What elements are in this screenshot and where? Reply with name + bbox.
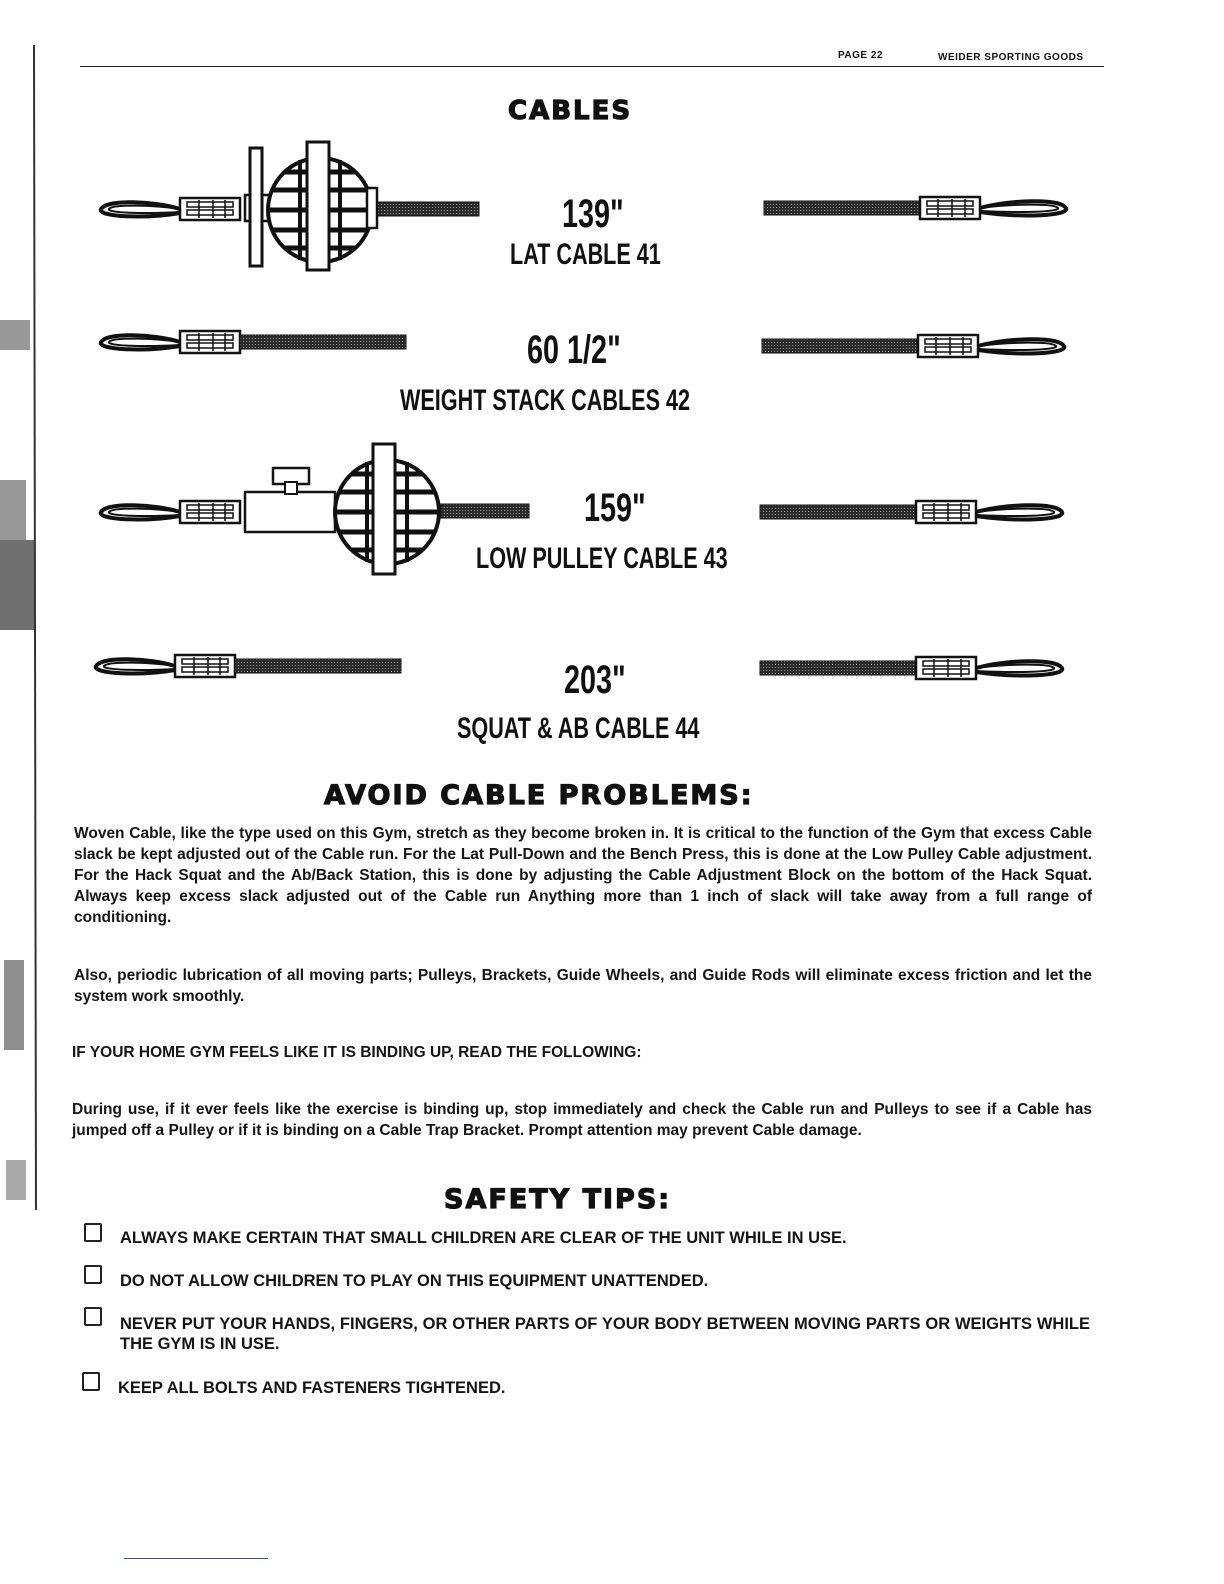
cable-stretch-paragraph: Woven Cable, like the type used on this Gym, stretch as they become broken in. It is critical to the function of the Gym that excess Cable slack be kept adjusted out of the Cable run. For the Lat Pull-Down and the Bench Press, this is done at the Low Pulley Cable adjustment. For the Hack Squat and the Ab/Back Station, this is done by adjusting the Cable Adjustment Block on the bottom of the Hack Squat. Always keep excess slack adjusted out of the Cable run Anything more than 1 inch of slack will take away from a full range of conditioning. [74, 825, 1092, 926]
squat-ab-cable-right-illustration [756, 654, 1076, 686]
low-pulley-cable-left-illustration [95, 440, 535, 580]
safety-tip-checkbox[interactable] [84, 1223, 102, 1242]
footer-rule [124, 1558, 268, 1559]
lat-cable-name: LAT CABLE 41 [510, 238, 661, 271]
cables-title: CABLES [508, 96, 633, 126]
squat-ab-cable-left-illustration [90, 652, 410, 684]
safety-tip-1: ALWAYS MAKE CERTAIN THAT SMALL CHILDREN ARE CLEAR OF THE UNIT WHILE IN USE. [120, 1229, 847, 1247]
low-pulley-cable-name: LOW PULLEY CABLE 43 [476, 542, 728, 575]
safety-tip-checkbox[interactable] [82, 1372, 100, 1391]
scan-edge-artifact [0, 40, 40, 1220]
lat-cable-length: 139" [562, 192, 624, 236]
page-number: PAGE 22 [838, 50, 883, 61]
safety-tip-3: NEVER PUT YOUR HANDS, FINGERS, OR OTHER PARTS OF YOUR BODY BETWEEN MOVING PARTS OR WEIGHTS WHILE THE GYM IS IN USE. [120, 1315, 1090, 1353]
safety-tip-checkbox[interactable] [84, 1307, 102, 1326]
safety-tip-checkbox[interactable] [84, 1265, 102, 1284]
weight-stack-cable-right-illustration [758, 332, 1078, 364]
publisher-name: WEIDER SPORTING GOODS [938, 52, 1084, 63]
squat-ab-cable-name: SQUAT & AB CABLE 44 [457, 712, 700, 745]
low-pulley-cable-length: 159" [584, 486, 646, 530]
lat-cable-right-illustration [760, 194, 1080, 226]
low-pulley-cable-right-illustration [756, 498, 1076, 530]
weight-stack-cable-name: WEIGHT STACK CABLES 42 [400, 384, 691, 417]
binding-instructions-paragraph: During use, if it ever feels like the exercise is binding up, stop immediately and check the Cable run and Pulleys to see if a Cable has jumped off a Pulley or if it is binding on a Cable Trap Bracket. Prompt attention may prevent Cable damage. [72, 1101, 1092, 1139]
weight-stack-cable-length: 60 1/2" [527, 328, 621, 372]
safety-tip-2: DO NOT ALLOW CHILDREN TO PLAY ON THIS EQUIPMENT UNATTENDED. [120, 1272, 709, 1290]
header-rule [80, 66, 1104, 67]
binding-notice: IF YOUR HOME GYM FEELS LIKE IT IS BINDING UP, READ THE FOLLOWING: [72, 1044, 642, 1061]
safety-tips-title: SAFETY TIPS: [444, 1184, 672, 1215]
safety-tip-4: KEEP ALL BOLTS AND FASTENERS TIGHTENED. [118, 1379, 506, 1397]
weight-stack-cable-left-illustration [95, 328, 415, 360]
squat-ab-cable-length: 203" [564, 658, 626, 702]
avoid-cable-problems-title: AVOID CABLE PROBLEMS: [324, 780, 754, 811]
lubrication-paragraph: Also, periodic lubrication of all moving parts; Pulleys, Brackets, Guide Wheels, and Guide Rods will eliminate excess friction and let the system work smoothly. [74, 967, 1092, 1005]
lat-cable-left-illustration [95, 140, 485, 280]
